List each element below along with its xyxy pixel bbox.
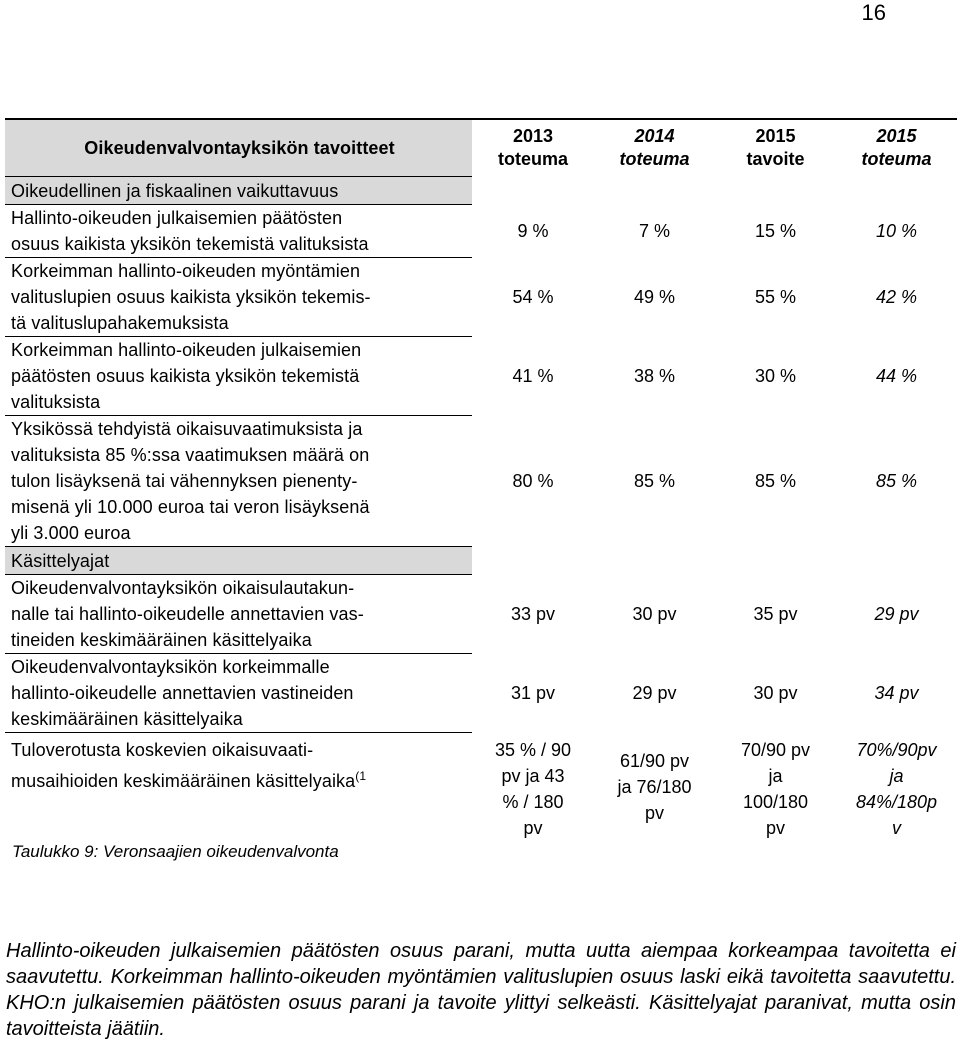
section-title: Käsittelyajat xyxy=(5,547,472,575)
value-2015-target: 35 pv xyxy=(753,604,798,624)
page-number: 16 xyxy=(861,0,886,25)
row-label: Oikeudenvalvontayksikön korkeimmalle hallinto-oikeudelle annettavien vastineiden keskimääräinen käsittelyaika xyxy=(5,654,472,733)
value-2015-actual: 70%/90pv ja 84%/180p v xyxy=(855,739,938,838)
row-label: Hallinto-oikeuden julkaisemien päätösten osuus kaikista yksikön tekemistä valituksista xyxy=(5,205,472,258)
objectives-table xyxy=(5,118,957,841)
value-2015-target: 30 pv xyxy=(753,683,798,703)
value-2014: 49 % xyxy=(633,287,676,307)
value-2015-actual: 10 % xyxy=(875,221,918,241)
value-2013: 9 % xyxy=(517,221,549,241)
value-2013: 35 % / 90 pv ja 43 % / 180 pv xyxy=(494,739,572,838)
table-row xyxy=(5,258,957,337)
row-label: Yksikössä tehdyistä oikaisuvaatimuksista ja valituksista 85 %:ssa vaatimuksen määrä on tulon lisäyksenä tai vähennyksen pienenty- misenä yli 10.000 euroa tai veron lisäyksenä yli 3.000 euroa xyxy=(5,416,472,547)
table-caption: Taulukko 9: Veronsaajien oikeudenvalvonta xyxy=(12,842,339,861)
value-2013: 41 % xyxy=(512,366,554,386)
table-title: Oikeudenvalvontayksikön tavoitteet xyxy=(5,119,472,177)
value-2013: 80 % xyxy=(512,471,554,491)
value-2015-target: 85 % xyxy=(754,471,797,491)
value-2015-actual: 29 pv xyxy=(874,604,919,624)
col-2015-actual-header: 2015 toteuma xyxy=(836,119,957,177)
row-label: Korkeimman hallinto-oikeuden julkaisemien päätösten osuus kaikista yksikön tekemistä valituksista xyxy=(5,337,472,416)
value-2014: 30 pv xyxy=(632,604,677,624)
col-2014-header: 2014 toteuma xyxy=(594,119,715,177)
value-2015-target: 70/90 pv ja 100/180 pv xyxy=(740,739,811,838)
row-label: Korkeimman hallinto-oikeuden myöntämien valituslupien osuus kaikista yksikön tekemis- tä valituslupahakemuksista xyxy=(5,258,472,337)
value-2013: 33 pv xyxy=(510,604,556,624)
table-header-row xyxy=(5,119,957,177)
value-2015-actual: 34 pv xyxy=(874,683,919,703)
value-2015-actual: 85 % xyxy=(875,471,918,491)
value-2014: 85 % xyxy=(633,471,676,491)
value-2014: 61/90 pv ja 76/180 pv xyxy=(617,750,692,823)
conclusion-paragraph: Hallinto-oikeuden julkaisemien päätösten osuus parani, mutta uutta aiempaa korkeampaa tavoitetta ei saavutettu. Korkeimman hallinto-oikeuden myöntämien valituslupien osuus laski eikä tavoitetta saavutettu. KHO:n julkaisemien päätösten osuus parani ja tavoite ylittyi selkeästi. Käsittelyajat paranivat, mutta osin tavoitteista jäätiin. xyxy=(6,940,956,1040)
value-2015-target: 55 % xyxy=(754,287,797,307)
col-2015-target-header: 2015 tavoite xyxy=(715,119,836,177)
row-label: Oikeudenvalvontayksikön oikaisulautakun- nalle tai hallinto-oikeudelle annettavien vas- tineiden keskimääräinen käsittelyaika xyxy=(5,575,472,654)
row-label: Tuloverotusta koskevien oikaisuvaati- musaihioiden keskimääräinen käsittelyaika$^{(1}$ xyxy=(11,740,367,791)
section-row xyxy=(5,547,957,575)
table-row xyxy=(5,575,957,654)
footnote-marker: (1 xyxy=(355,769,367,783)
table-row xyxy=(5,416,957,547)
value-2014: 7 % xyxy=(638,221,671,241)
value-2014: 29 pv xyxy=(632,683,677,703)
value-2015-target: 30 % xyxy=(754,366,797,386)
section-row xyxy=(5,177,957,205)
value-2015-target: 15 % xyxy=(754,221,797,241)
value-2015-actual: 44 % xyxy=(875,366,918,386)
table-row xyxy=(5,205,957,258)
value-2013: 54 % xyxy=(512,287,554,307)
value-2014: 38 % xyxy=(633,366,676,386)
value-2015-actual: 42 % xyxy=(875,287,918,307)
value-2013: 31 pv xyxy=(510,683,556,703)
table-row xyxy=(5,733,957,841)
table-row xyxy=(5,337,957,416)
col-2013-header: 2013 toteuma xyxy=(472,119,594,177)
table-row xyxy=(5,654,957,733)
section-title: Oikeudellinen ja fiskaalinen vaikuttavuus xyxy=(5,177,472,205)
